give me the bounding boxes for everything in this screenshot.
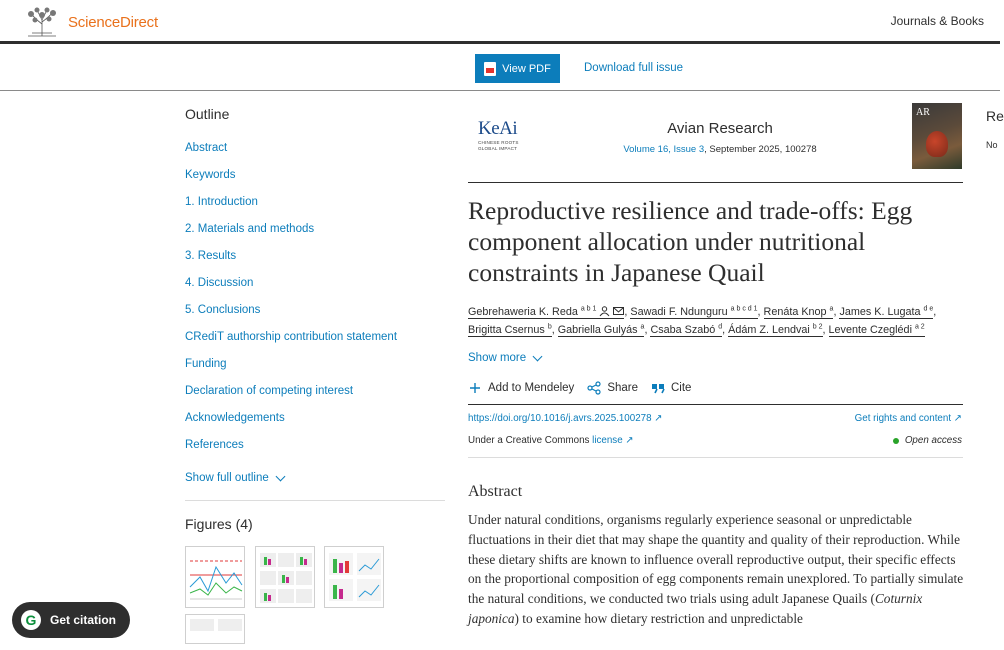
license-statement bbox=[468, 435, 634, 446]
outline-list bbox=[185, 141, 397, 465]
author-name: Sawadi F. Ndunguru bbox=[630, 306, 728, 318]
get-rights-link[interactable] bbox=[855, 413, 962, 424]
author-name: Gabriella Gulyás bbox=[557, 324, 638, 336]
right-panel-text-cut: No bbox=[986, 140, 998, 150]
outline-title: Outline bbox=[185, 106, 230, 122]
author-name: Ádám Z. Lendvai bbox=[728, 324, 810, 336]
actions-divider bbox=[468, 404, 963, 405]
author-affiliation: a bbox=[829, 305, 834, 313]
abstract-text bbox=[468, 510, 968, 629]
share-label: Share bbox=[607, 382, 638, 394]
abstract-text-part2: ) to examine how dietary restriction and unpredictable bbox=[514, 610, 803, 626]
author-affiliation: a b 1 bbox=[580, 305, 597, 313]
figure-1-preview bbox=[186, 547, 246, 609]
share-icon bbox=[587, 381, 601, 395]
author-affiliation: d e bbox=[923, 305, 934, 313]
meta-divider bbox=[468, 457, 963, 458]
abstract-heading: Abstract bbox=[468, 483, 523, 500]
keai-publisher-logo[interactable] bbox=[478, 118, 519, 151]
outline-item-keywords[interactable]: Keywords bbox=[185, 169, 236, 181]
chevron-down-icon bbox=[275, 471, 285, 481]
author-name: Csaba Szabó bbox=[650, 324, 716, 336]
plus-icon bbox=[468, 381, 482, 395]
pdf-icon bbox=[484, 62, 496, 76]
license-link[interactable]: license bbox=[592, 435, 623, 446]
cover-label: AR bbox=[916, 107, 930, 118]
email-icon bbox=[613, 306, 624, 316]
show-full-outline-button[interactable] bbox=[185, 472, 284, 484]
outline-item-materials-methods[interactable]: 2. Materials and methods bbox=[185, 223, 315, 235]
author-link[interactable] bbox=[630, 306, 757, 319]
show-more-label: Show more bbox=[468, 352, 527, 364]
outline-item-competing-interest[interactable]: Declaration of competing interest bbox=[185, 385, 354, 397]
author-affiliation: a b c d 1 bbox=[730, 305, 758, 313]
get-citation-button[interactable] bbox=[12, 602, 130, 638]
header-divider bbox=[468, 182, 963, 183]
cite-label: Cite bbox=[671, 382, 692, 394]
outline-item-conclusions[interactable]: 5. Conclusions bbox=[185, 304, 261, 316]
keai-tagline-2: GLOBAL IMPACT bbox=[478, 145, 518, 151]
species-name: Coturnix japonica bbox=[468, 591, 923, 626]
author-name: James K. Lugata bbox=[839, 306, 921, 318]
person-icon bbox=[599, 306, 610, 316]
elsevier-tree-icon bbox=[24, 6, 60, 38]
license-prefix: Under a Creative Commons bbox=[468, 435, 593, 446]
download-full-issue-link[interactable]: Download full issue bbox=[584, 62, 684, 74]
author-link[interactable] bbox=[764, 306, 834, 319]
outline-item-results[interactable]: 3. Results bbox=[185, 250, 237, 262]
author-link[interactable] bbox=[468, 306, 624, 319]
figure-thumbnail-3[interactable] bbox=[324, 546, 384, 608]
get-citation-label: Get citation bbox=[50, 613, 117, 627]
cite-button[interactable] bbox=[651, 381, 691, 395]
author-affiliation: b 2 bbox=[812, 323, 823, 331]
author-link[interactable] bbox=[468, 324, 552, 337]
author-affiliation: a bbox=[640, 323, 645, 331]
outline-item-references[interactable]: References bbox=[185, 439, 244, 451]
show-full-outline-label: Show full outline bbox=[185, 472, 269, 484]
sidebar-divider bbox=[185, 500, 445, 501]
add-to-mendeley-button[interactable] bbox=[468, 381, 574, 395]
author-list: Gebrehaweria K. Reda $^{a b 1}$ , Sawadi F. Ndunguru $^{a b c d 1}$, Renáta Knop $^a$, James K. Lugata $^{d e}$, Brigitta Csernus $^b$, Gabriella Gulyás $^a$, Csaba Szabó $^d$, Ádám Z. Lendvai $^{b 2}$, Levente Czeglédi $^{a 2}$ bbox=[468, 305, 937, 336]
outline-item-credit[interactable]: CRediT authorship contribution statement bbox=[185, 331, 398, 343]
article-toolbar bbox=[0, 47, 1000, 91]
outline-item-funding[interactable]: Funding bbox=[185, 358, 227, 370]
author-affiliation: b bbox=[547, 323, 552, 331]
author-affiliation: d bbox=[718, 323, 723, 331]
mendeley-label: Add to Mendeley bbox=[488, 382, 575, 394]
share-button[interactable] bbox=[587, 381, 638, 395]
figures-title: Figures (4) bbox=[185, 516, 253, 532]
rights-text: Get rights and content bbox=[854, 413, 952, 424]
author-name: Levente Czeglédi bbox=[828, 324, 912, 336]
author-link[interactable] bbox=[839, 306, 933, 319]
outline-item-abstract[interactable]: Abstract bbox=[185, 142, 228, 154]
figure-thumbnail-1[interactable] bbox=[185, 546, 245, 608]
keai-name: KeAi bbox=[478, 118, 518, 139]
outline-item-acknowledgements[interactable]: Acknowledgements bbox=[185, 412, 285, 424]
cover-bird-image bbox=[926, 131, 948, 157]
article-actions bbox=[468, 381, 704, 395]
open-access-dot-icon bbox=[893, 438, 899, 444]
author-link[interactable] bbox=[558, 324, 645, 337]
author-name: Renáta Knop bbox=[763, 306, 827, 318]
outline-item-introduction[interactable]: 1. Introduction bbox=[185, 196, 258, 208]
external-link-icon: ↗ bbox=[953, 413, 962, 424]
chevron-down-icon bbox=[533, 351, 543, 361]
doi-text: https://doi.org/10.1016/j.avrs.2025.100278 bbox=[468, 413, 652, 424]
quote-icon bbox=[651, 381, 665, 395]
view-pdf-label: View PDF bbox=[502, 62, 551, 75]
author-link[interactable] bbox=[728, 324, 822, 337]
journal-volume-info bbox=[560, 144, 880, 155]
external-link-icon: ↗ bbox=[654, 413, 663, 424]
author-affiliation: a 2 bbox=[914, 323, 925, 331]
author-link[interactable] bbox=[829, 324, 925, 337]
journals-books-link[interactable]: Journals & Books bbox=[890, 14, 984, 28]
keai-tagline-1: CHINESE ROOTS bbox=[478, 140, 519, 145]
figure-thumbnail-2[interactable] bbox=[255, 546, 315, 608]
figure-3-preview bbox=[325, 547, 385, 609]
top-header bbox=[0, 0, 1000, 44]
external-link-icon: ↗ bbox=[625, 435, 634, 446]
journal-date: , September 2025, 100278 bbox=[704, 144, 817, 155]
right-panel-heading-cut: Re bbox=[986, 108, 1004, 124]
abstract-text-part1: Under natural conditions, organisms regularly experience seasonal or unpredictable fluctuations in their diet that may shape the quantity and quality of their reproduction. While these dietary shifts are known to influence overall reproductive output, their specific effects on the proportional composition of egg components remain unexplored. To partially simulate the natural conditions, we conducted two trials using adult Japanese Quails ( bbox=[468, 512, 964, 607]
grammarly-g-icon: G bbox=[21, 610, 41, 630]
sciencedirect-logo[interactable] bbox=[24, 6, 158, 38]
author-name: Gebrehaweria K. Reda bbox=[468, 306, 578, 318]
outline-item-discussion[interactable]: 4. Discussion bbox=[185, 277, 254, 289]
figure-2-preview bbox=[256, 547, 316, 609]
open-access-label: Open access bbox=[904, 435, 962, 446]
article-title: Reproductive resilience and trade-offs: Egg component allocation under nutritional constraints in Japanese Quail bbox=[468, 196, 913, 287]
open-access-badge bbox=[893, 435, 962, 446]
volume-issue-link[interactable]: Volume 16, Issue 3 bbox=[623, 144, 705, 155]
view-pdf-button[interactable] bbox=[475, 54, 560, 83]
logo-text: ScienceDirect bbox=[68, 13, 158, 31]
journal-title[interactable]: Avian Research bbox=[667, 120, 773, 137]
author-link[interactable] bbox=[650, 324, 722, 337]
figure-4-preview bbox=[186, 615, 246, 645]
author-name: Brigitta Csernus bbox=[468, 324, 545, 336]
figure-thumbnail-4[interactable] bbox=[185, 614, 245, 644]
doi-link[interactable] bbox=[468, 413, 663, 424]
show-more-button[interactable] bbox=[468, 352, 541, 364]
journal-cover-image[interactable] bbox=[912, 103, 962, 169]
